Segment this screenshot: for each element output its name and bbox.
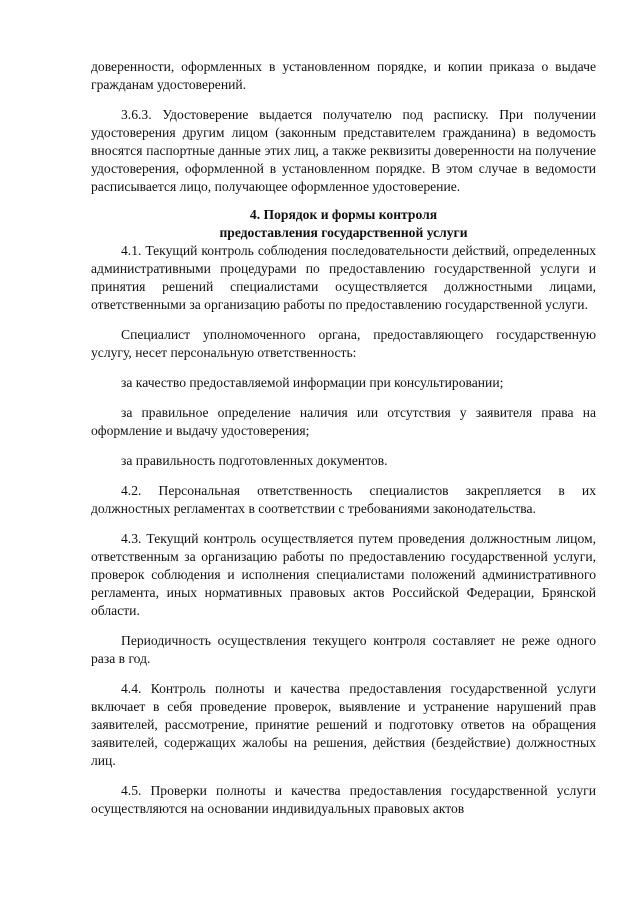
paragraph-periodicity: Периодичность осуществления текущего контроля составляет не реже одного раза в год.	[91, 633, 596, 666]
paragraph-4-3: 4.3. Текущий контроль осуществляется путем проведения должностным лицом, ответственным за организацию работы по предоставлению государственной услуги, проверок соблюдения и исполнения специалистами положений административного регламента, иных нормативных правовых актов Российской Федерации, Брянской области.	[91, 531, 596, 618]
paragraph-4-4: 4.4. Контроль полноты и качества предоставления государственной услуги включает в себя проведение проверок, выявление и устранение нарушений прав заявителей, рассмотрение, принятие решений и подготовку ответов на обращения заявителей, содержащих жалобы на решения, действия (бездействие) должностных лиц.	[91, 681, 596, 768]
section-heading	[91, 206, 596, 242]
paragraph-3-6-3: 3.6.3. Удостоверение выдается получателю под расписку. При получении удостоверения другим лицом (законным представителем гражданина) в ведомость вносятся паспортные данные этих лиц, а также реквизиты доверенности на получение удостоверения, оформленной в установленном порядке. В этом случае в ведомости расписывается лицо, получающее оформленное удостоверение.	[91, 107, 596, 194]
section-heading-line-2: предоставления государственной услуги	[219, 225, 468, 240]
paragraph-4-1: 4.1. Текущий контроль соблюдения последовательности действий, определенных административными процедурами по предоставлению государственной услуги и принятия решений специалистами осуществляется должностными лицами, ответственными за организацию работы по предоставлению государственной услуги.	[91, 243, 596, 312]
paragraph-4-5: 4.5. Проверки полноты и качества предоставления государственной услуги осуществляются на основании индивидуальных правовых актов	[91, 783, 596, 816]
paragraph-responsibility-3: за правильность подготовленных документов.	[121, 453, 388, 468]
section-heading-line-1: 4. Порядок и формы контроля	[249, 207, 438, 222]
paragraph-continuation: доверенности, оформленных в установленном порядке, и копии приказа о выдаче гражданам удостоверений.	[91, 59, 596, 92]
paragraph-responsibility-2: за правильное определение наличия или отсутствия у заявителя права на оформление и выдачу удостоверения;	[91, 405, 596, 438]
paragraph-responsibility-1: за качество предоставляемой информации при консультировании;	[121, 375, 504, 390]
paragraph-4-2: 4.2. Персональная ответственность специалистов закрепляется в их должностных регламентах в соответствии с требованиями законодательства.	[91, 483, 596, 516]
paragraph-specialist: Специалист уполномоченного органа, предоставляющего государственную услугу, несет персональную ответственность:	[91, 327, 596, 360]
document-page	[91, 58, 596, 818]
